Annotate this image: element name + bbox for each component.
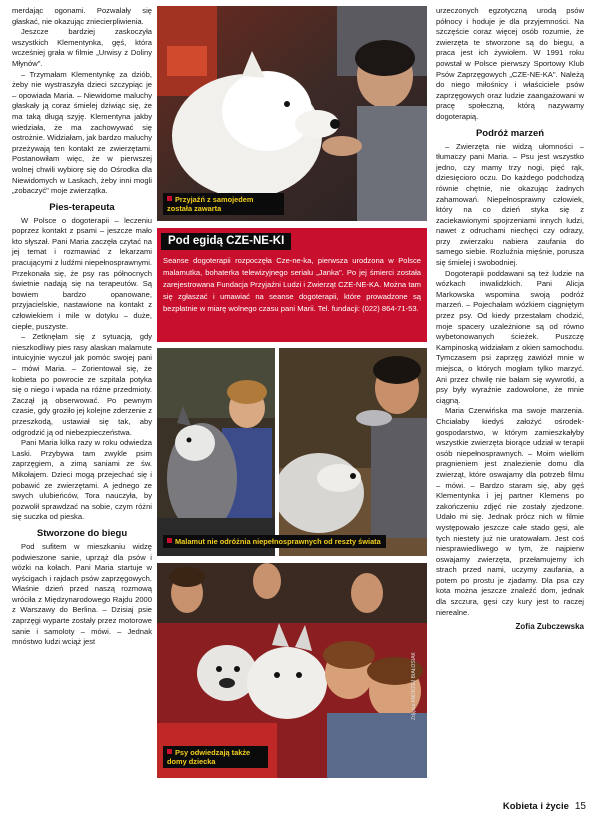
photo-middle-right-illustration xyxy=(279,348,427,556)
photo-middle-right xyxy=(279,348,427,556)
paragraph: – Trzymałam Klementynkę za dziób, żeby nie wystraszyła dzieci szczypiąc je – opowiada Maria. – Niewidome maluchy głaskały ją coraz śmielej dziwiąc się, że ma taką długą szyję. Klementyna jakby wiedziała, że ma zachowywać się ostrożnie. Widziałam, jak bardzo maluchy przeżywają ten kontakt ze zwierzętami. Postanowiłam więc, że w pierwszej wolnej chwili wybiorę się do Ośrodka dla Niewidomych w Laskach, żeby inni mogli „zobaczyć" moje zwierzątka. xyxy=(12,69,152,196)
photo-credit: Zdjęcia ANDRZEJ BIAŁOSIAK xyxy=(411,652,417,720)
subheading-podroz-marzen: Podróż marzeń xyxy=(475,127,545,139)
paragraph: Dogoterapii poddawani są też ludzie na wózkach inwalidzkich. Pani Alicja Markowska wspomina swoją podróż marzeń. – Pojechałam wózkiem ciągniętym przez psy. Od kiedy przestałam chodzić, moje spacery uzależnione są od równo wybetonowanych ścieżek. Puszczę Kampinoską widziałam z okien samochodu. Tymczasem psi zaprzęg zawiózł mnie w miejsca, o których mogłam tylko marzyć. Ani przez chwilę nie bałam się wywrotki, a psy były wyraźnie zadowolone, że mnie ciągną. xyxy=(436,268,584,405)
paragraph: merdając ogonami. Pozwalały się głaskać, nie okazując zniecierpliwienia. xyxy=(12,6,152,26)
caption-bullet xyxy=(167,749,172,754)
author-signature: Zofia Zubczewska xyxy=(515,622,584,632)
paragraph: – Zwierzęta nie widzą ułomności – tłumaczy pani Maria. – Psu jest wszystko jedno, czy mamy trzy nogi, pięć rąk, dziesięciorо oczu. Do każdego podchodzą równie chętnie, nie okazując żadnych zahamowań. Niepełnosprawny człowiek, który na co dzień styka się z zaciekawionymi spojrzeniami innych ludzi, nawet z odruchami niechęci czy odrazy, przy zwierzaku nabiera zaufania do samego siebie. Rozluźnia mięśnie, porusza się śmielej i swobodniej. xyxy=(436,141,584,268)
sidebar-box-title: Pod egidą CZE-NE-KI xyxy=(161,233,291,250)
page-number: 15 xyxy=(574,801,586,812)
photo-top-caption: Przyjaźń z samojedem została zawarta xyxy=(163,193,284,215)
photo-top-samoyed xyxy=(157,6,427,221)
subheading-pies-terapeuta: Pies-terapeuta xyxy=(49,201,115,213)
photo-middle-left-illustration xyxy=(157,348,275,556)
paragraph: Pod sufitem w mieszkaniu widzę podwieszone sanie, uprząż dla psów i wózki na kołach. Pani Maria startuje w wyścigach i rajdach psów zaprzęgowych. Właśnie dzień przed naszą rozmową wróciła z Międzynarodowego Rajdu 2000 z Warszawy do Berlina. – Dzisiaj psie zaprzęgi wyparte zostały przez motorowe sanie i samoloty – mówi. – Jednak mnóstwo ludzi wciąż jest xyxy=(12,541,152,647)
caption-bullet xyxy=(167,196,172,201)
paragraph: W Polsce o dogoterapii – leczeniu poprzez kontakt z psami – jeszcze mało kto słyszał. Pani Maria zaczęła czytać na jej temat i rozmawiać z lekarzami pracującymi z ludźmi niepełnosprawnymi. Przekonała się, że psy ras północnych świetnie nadają się na terapeutów. Są bowiem bardzo opanowane, przyjacielskie, nastawione na kontakt z człowiekiem i mile w dotyku – duże, ciepłe, puszyste. xyxy=(12,215,152,331)
paragraph: – Zetknęłam się z sytuacją, gdy nieszkodliwy pies rasy alaskan malamute intuicyjnie wyczuł jak pomóc swojej pani – mówi Maria. – Zorientował się, że kobieta po powrocie ze szpitala potyka się o niego i wpada na różne przedmioty. Zaczął ją obserwować. Po pewnym czasie, gdy groziło jej kolejne zderzenie z przeszkodą, ustawiał się tak, aby odgrodzić ją od niebezpieczeństwa. xyxy=(12,332,152,437)
photo-middle-left xyxy=(157,348,275,556)
paragraph: Pani Maria kilka razy w roku odwiedza Laski. Przybywa tam zwykle psim zaprzęgiem, a zimą saniami ze św. Mikołajem. Dzieci mogą przejechać się i pobawić ze zwierzętami. A jednego ze swych ulubieńców, Tora nauczyła, by pozwolił sprawdzać na sobie, czym różni się suczka od pieska. xyxy=(12,438,152,522)
photo-top-illustration xyxy=(157,6,427,221)
left-text-column xyxy=(12,6,152,648)
sidebar-box-cze-ne-ka xyxy=(157,228,427,342)
paragraph: Jeszcze bardziej zaskoczyła wszystkich Klementynka, gęś, która wcześniej grała w filmie „Urwisy z Doliny Młynów". xyxy=(12,27,152,68)
sidebar-box-body: Seanse dogoterapii rozpoczęła Cze-ne-ka, pierwsza urodzona w Polsce malamutka, bohaterka telewizyjnego serialu „Janka". Po jej śmierci została zarejestrowana Fundacja Przyjaźni Ludzi i Zwierząt CZE-NE-KA. Można tam się zgłaszać i umawiać na seanse dogoterapii, które prowadzone są bezpłatnie w miarę wolnego czasu pani Marii. Tel. fundacji: (022) 864-71-53. xyxy=(163,256,421,313)
photo-middle-caption: Malamut nie odróżnia niepełnosprawnych od reszty świata xyxy=(163,535,386,548)
paragraph: Maria Czerwińska ma swoje marzenia. Chciałaby kiedyś założyć ośrodek-gospodarstwo, w którym zamieszkałyby wszystkie zwierzęta biorące udział w terapii osób niepełnosprawnych. – Moim wielkim pragnieniem jest znalezienie domu dla zwierząt, które oswajamy dla potrzeb filmu – mówi. – Bardzo staram się, aby gęś Klementynka i jej partner Klemens po zakończeniu zdjęć nie zostały zjedzone. Udało mi się. Jednak prócz nich w filmie występowało jeszcze całe stado gęsi, ale tych niestety już nie uratowałam. Jest coś niesprawiedliwego w tym, że najpierw oswajamy zwierzęta, przełamujemy ich strach przed nami, uczymy zaufania, a potem po prostu je zjadamy. Dla psa czy kota można jeszcze znaleźć dom, jednak dla szczura, gęsi czy kury jest to raczej nierealne. xyxy=(436,406,584,617)
caption-bullet xyxy=(167,538,172,543)
photo-bottom-orphanage xyxy=(157,563,427,778)
photo-middle-wrapper xyxy=(157,348,427,556)
subheading-stworzone-do-biegu: Stworzone do biegu xyxy=(36,527,128,539)
photo-bottom-caption: Psy odwiedzają także domy dziecka xyxy=(163,746,268,768)
page-footer xyxy=(503,801,586,812)
magazine-name: Kobieta i życie xyxy=(502,801,569,812)
right-text-column xyxy=(436,6,584,633)
paragraph: urzeczonych egzotyczną urodą psów północy i hoduje je dla przyjemności. Na szczęście coraz więcej osób rozumie, że zwierzęta te stworzone są do biegu, a praca jest ich żywiołem. W 1991 roku powstał w Polsce pierwszy Sportowy Klub Psów Zaprzęgowych „CZE-NE-KA". Należą do niego miłośnicy i właściciele psów zaprzęgowych oraz ludzie zaangażowani w pracę społeczną, którą nazywamy dogoterapią. xyxy=(436,6,584,121)
